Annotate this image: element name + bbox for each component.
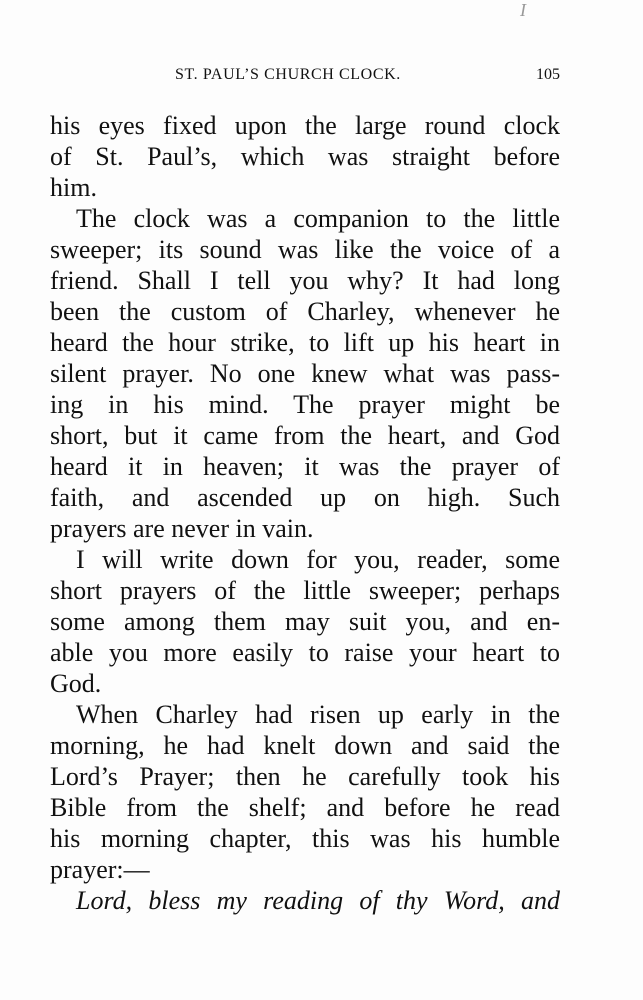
text-line: silent prayer. No one knew what was pass- <box>50 359 560 388</box>
text-line: able you more easily to raise your heart to <box>50 638 560 667</box>
text-line: some among them may suit you, and en- <box>50 607 560 636</box>
text-line: morning, he had knelt down and said the <box>50 731 560 760</box>
text-line: heard it in heaven; it was the prayer of <box>50 452 560 481</box>
text-line: The clock was a companion to the little <box>76 204 560 233</box>
text-line: faith, and ascended up on high. Such <box>50 483 560 512</box>
text-line: sweeper; its sound was like the voice of a <box>50 235 560 264</box>
text-line: his eyes fixed upon the large round clock <box>50 111 560 140</box>
text-line: prayers are never in vain. <box>50 514 314 543</box>
running-title: ST. PAUL’S CHURCH CLOCK. <box>175 66 401 83</box>
book-page <box>50 0 560 1000</box>
page-number: 105 <box>536 66 560 83</box>
text-line: short, but it came from the heart, and God <box>50 421 560 450</box>
running-header <box>50 66 560 86</box>
text-line: his morning chapter, this was his humble <box>50 824 560 853</box>
text-line: When Charley had risen up early in the <box>76 700 560 729</box>
text-line: Bible from the shelf; and before he read <box>50 793 560 822</box>
text-line-italic: Lord, bless my reading of thy Word, and <box>76 886 560 915</box>
text-line: him. <box>50 173 97 202</box>
text-line: been the custom of Charley, whenever he <box>50 297 560 326</box>
text-line: of St. Paul’s, which was straight before <box>50 142 560 171</box>
text-line: I will write down for you, reader, some <box>76 545 560 574</box>
text-line: prayer:— <box>50 855 150 884</box>
corner-mark: I <box>520 0 526 20</box>
text-line: ing in his mind. The prayer might be <box>50 390 560 419</box>
text-line: friend. Shall I tell you why? It had long <box>50 266 560 295</box>
text-line: heard the hour strike, to lift up his heart in <box>50 328 560 357</box>
text-line: God. <box>50 669 102 698</box>
text-line: Lord’s Prayer; then he carefully took his <box>50 762 560 791</box>
text-line: short prayers of the little sweeper; perhaps <box>50 576 560 605</box>
